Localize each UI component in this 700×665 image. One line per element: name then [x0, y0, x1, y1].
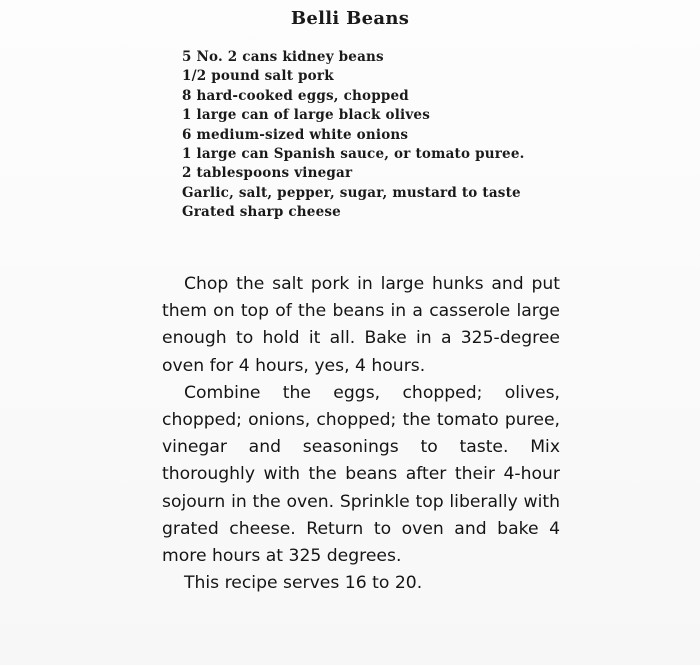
- recipe-title: Belli Beans: [290, 8, 410, 29]
- ingredient-item: 1 large can of large black olives: [182, 107, 431, 124]
- ingredient-item: 6 medium-sized white onions: [182, 126, 409, 143]
- ingredient-item: 1/2 pound salt pork: [182, 68, 334, 85]
- instruction-paragraph: Combine the eggs, chopped; olives, chopped; onions, chopped; the tomato puree, vinegar and seasonings to taste. Mix thoroughly with the beans after their 4-hour sojourn in the oven. Sprinkle top liberally with grated cheese. Return to oven and bake 4 more hours at 325 degrees.: [162, 382, 560, 567]
- instructions: [162, 271, 560, 597]
- ingredient-list: [182, 48, 560, 223]
- ingredient-item: 8 hard-cooked eggs, chopped: [182, 87, 409, 104]
- ingredient-item: Garlic, salt, pepper, sugar, mustard to taste: [182, 184, 521, 201]
- instruction-paragraph: Chop the salt pork in large hunks and put them on top of the beans in a casserole large enough to hold it all. Bake in a 325-degree oven for 4 hours, yes, 4 hours.: [162, 274, 560, 376]
- ingredient-item: 2 tablespoons vinegar: [182, 165, 353, 182]
- ingredient-item: 1 large can Spanish sauce, or tomato puree.: [182, 146, 525, 163]
- ingredient-item: 5 No. 2 cans kidney beans: [182, 49, 384, 65]
- ingredient-item: Grated sharp cheese: [182, 204, 341, 221]
- serving-note: This recipe serves 16 to 20.: [184, 573, 423, 594]
